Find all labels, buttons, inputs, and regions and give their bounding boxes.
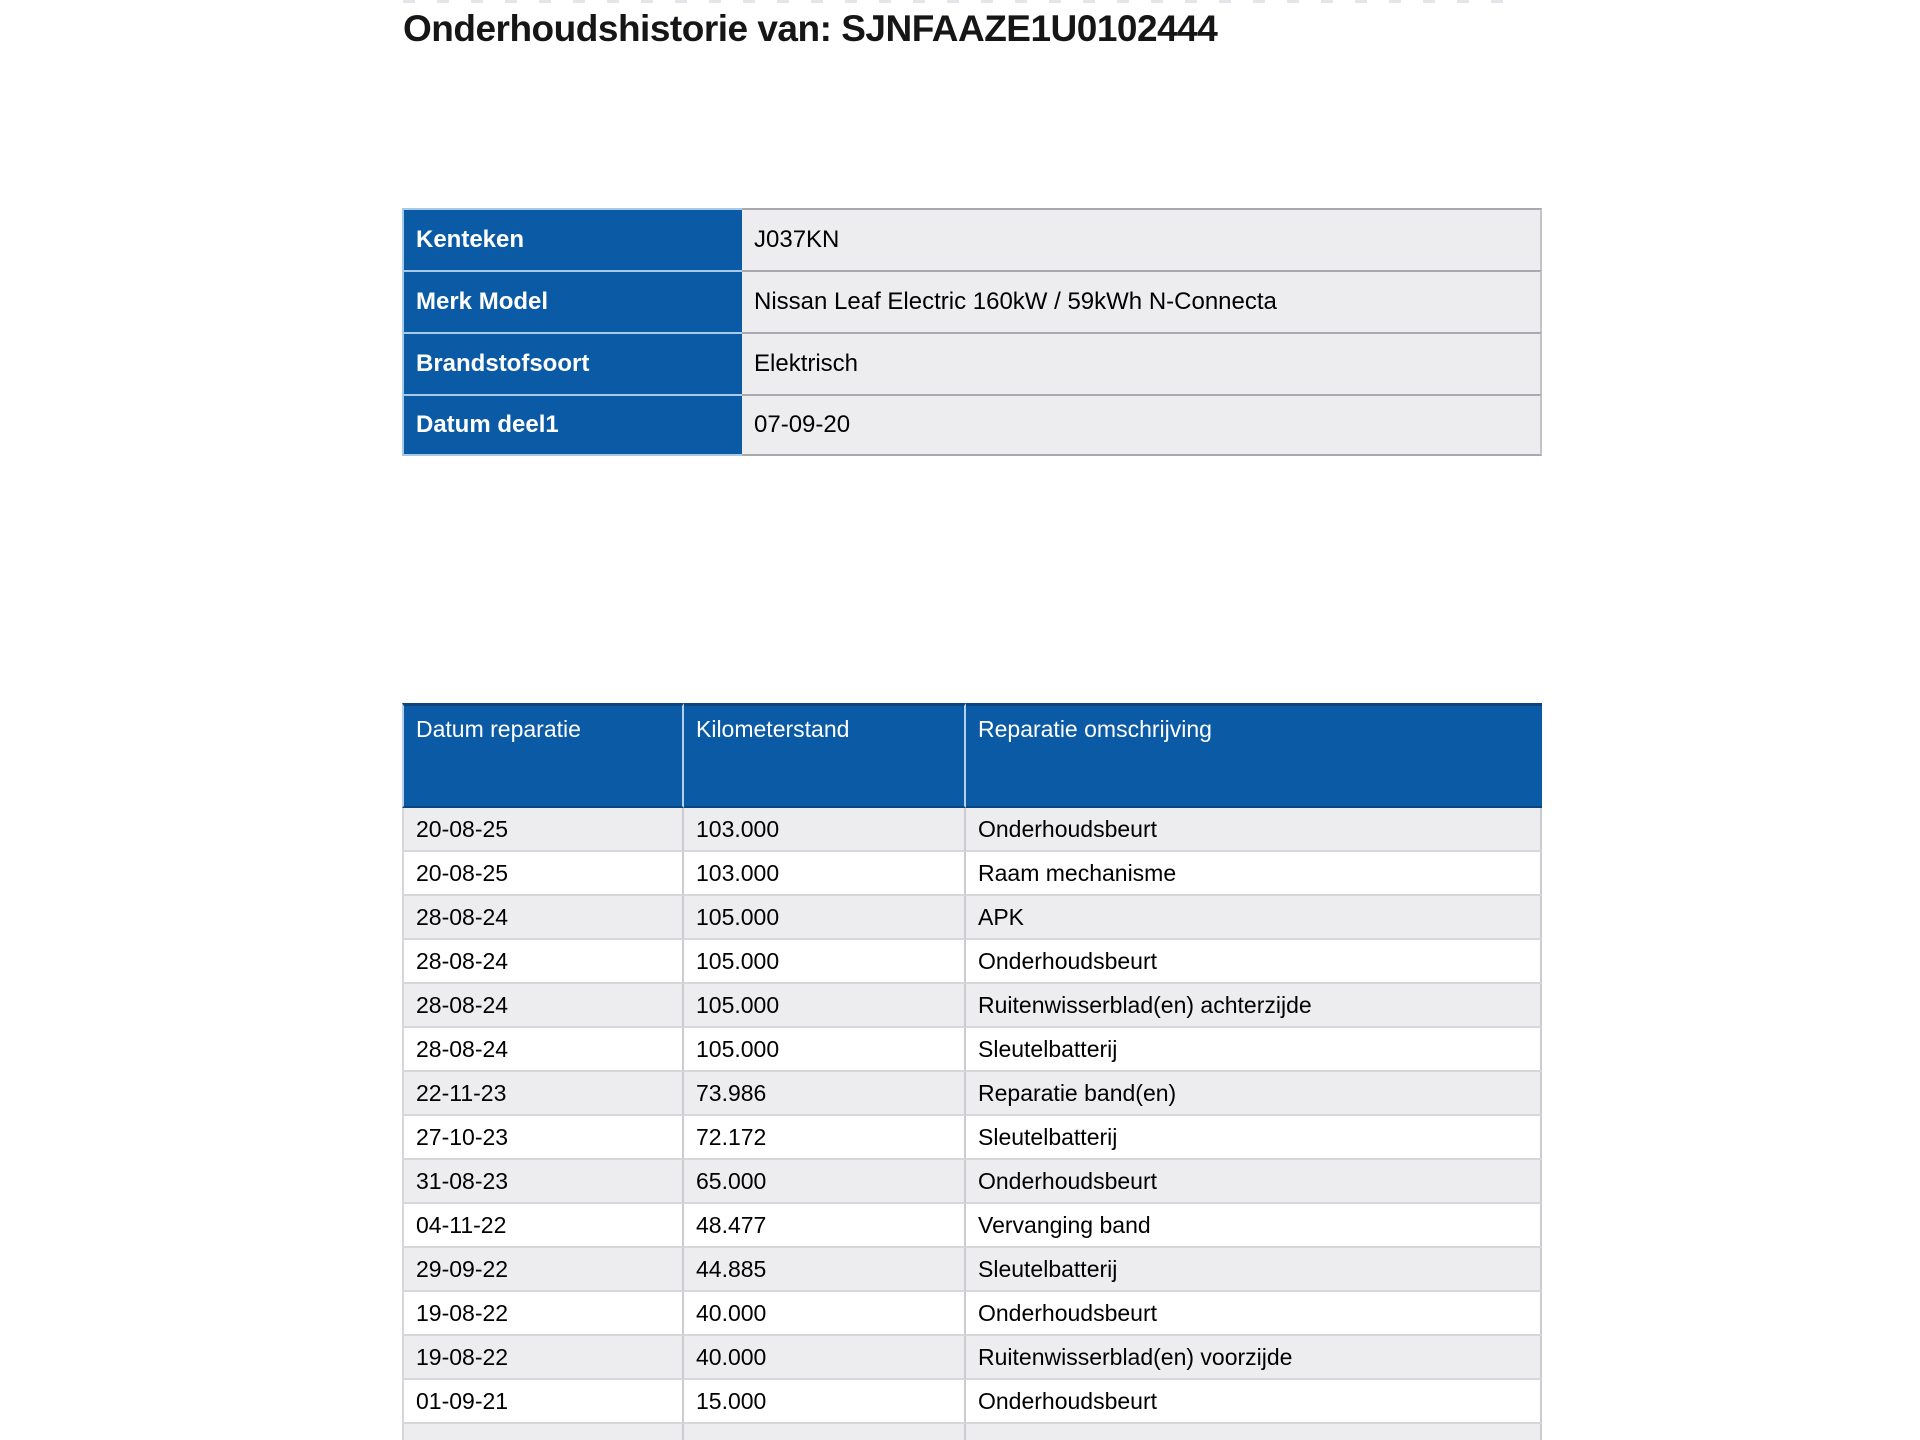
repair-description-cell: APK bbox=[966, 896, 1542, 940]
table-row bbox=[402, 1028, 1542, 1072]
odometer-cell: 40.000 bbox=[684, 1336, 966, 1380]
odometer-cell: 65.000 bbox=[684, 1160, 966, 1204]
odometer-cell: 105.000 bbox=[684, 1028, 966, 1072]
odometer-cell: 40.000 bbox=[684, 1292, 966, 1336]
history-body bbox=[402, 808, 1542, 1440]
page-title: Onderhoudshistorie van: SJNFAAZE1U0102444 bbox=[403, 8, 1218, 49]
table-row bbox=[402, 852, 1542, 896]
info-row bbox=[402, 270, 1542, 332]
empty-cell bbox=[684, 1424, 966, 1440]
repair-date-cell: 20-08-25 bbox=[402, 852, 684, 896]
repair-description-cell: Sleutelbatterij bbox=[966, 1248, 1542, 1292]
repair-date-cell: 01-09-21 bbox=[402, 1380, 684, 1424]
history-column-header: Datum reparatie bbox=[402, 703, 684, 808]
odometer-cell: 105.000 bbox=[684, 896, 966, 940]
repair-description-cell: Onderhoudsbeurt bbox=[966, 1160, 1542, 1204]
repair-description-cell: Ruitenwisserblad(en) voorzijde bbox=[966, 1336, 1542, 1380]
repair-description-cell: Sleutelbatterij bbox=[966, 1116, 1542, 1160]
info-label: Datum deel1 bbox=[402, 394, 742, 456]
history-header-row bbox=[402, 703, 1542, 808]
odometer-cell: 105.000 bbox=[684, 940, 966, 984]
info-value: J037KN bbox=[742, 208, 1542, 270]
repair-date-cell: 19-08-22 bbox=[402, 1336, 684, 1380]
info-label: Brandstofsoort bbox=[402, 332, 742, 394]
repair-description-cell: Onderhoudsbeurt bbox=[966, 1380, 1542, 1424]
table-row bbox=[402, 1292, 1542, 1336]
repair-date-cell: 28-08-24 bbox=[402, 984, 684, 1028]
repair-description-cell: Onderhoudsbeurt bbox=[966, 1292, 1542, 1336]
repair-date-cell: 28-08-24 bbox=[402, 896, 684, 940]
info-row bbox=[402, 394, 1542, 456]
table-row bbox=[402, 1248, 1542, 1292]
table-row bbox=[402, 1116, 1542, 1160]
history-column-header: Reparatie omschrijving bbox=[966, 703, 1542, 808]
odometer-cell: 103.000 bbox=[684, 852, 966, 896]
odometer-cell: 103.000 bbox=[684, 808, 966, 852]
info-label: Merk Model bbox=[402, 270, 742, 332]
table-row bbox=[402, 1336, 1542, 1380]
odometer-cell: 73.986 bbox=[684, 1072, 966, 1116]
repair-date-cell: 20-08-25 bbox=[402, 808, 684, 852]
table-row bbox=[402, 1204, 1542, 1248]
maintenance-history-table bbox=[402, 703, 1542, 1440]
odometer-cell: 105.000 bbox=[684, 984, 966, 1028]
table-row bbox=[402, 1072, 1542, 1116]
info-value: 07-09-20 bbox=[742, 394, 1542, 456]
history-column-header: Kilometerstand bbox=[684, 703, 966, 808]
table-row bbox=[402, 940, 1542, 984]
cropped-text-remnant bbox=[403, 0, 1503, 3]
repair-description-cell: Sleutelbatterij bbox=[966, 1028, 1542, 1072]
vehicle-info-table bbox=[402, 208, 1542, 456]
repair-date-cell: 28-08-24 bbox=[402, 940, 684, 984]
repair-description-cell: Vervanging band bbox=[966, 1204, 1542, 1248]
info-row bbox=[402, 208, 1542, 270]
info-value: Nissan Leaf Electric 160kW / 59kWh N-Connecta bbox=[742, 270, 1542, 332]
repair-date-cell: 19-08-22 bbox=[402, 1292, 684, 1336]
repair-date-cell: 31-08-23 bbox=[402, 1160, 684, 1204]
repair-date-cell: 29-09-22 bbox=[402, 1248, 684, 1292]
repair-description-cell: Reparatie band(en) bbox=[966, 1072, 1542, 1116]
odometer-cell: 48.477 bbox=[684, 1204, 966, 1248]
repair-date-cell: 28-08-24 bbox=[402, 1028, 684, 1072]
repair-description-cell: Ruitenwisserblad(en) achterzijde bbox=[966, 984, 1542, 1028]
table-row bbox=[402, 984, 1542, 1028]
empty-cell bbox=[966, 1424, 1542, 1440]
odometer-cell: 15.000 bbox=[684, 1380, 966, 1424]
info-label: Kenteken bbox=[402, 208, 742, 270]
info-row bbox=[402, 332, 1542, 394]
empty-cell bbox=[402, 1424, 684, 1440]
table-row bbox=[402, 1160, 1542, 1204]
repair-description-cell: Raam mechanisme bbox=[966, 852, 1542, 896]
repair-date-cell: 04-11-22 bbox=[402, 1204, 684, 1248]
repair-date-cell: 27-10-23 bbox=[402, 1116, 684, 1160]
table-row bbox=[402, 808, 1542, 852]
table-row bbox=[402, 896, 1542, 940]
vehicle-info-body bbox=[402, 208, 1542, 456]
info-value: Elektrisch bbox=[742, 332, 1542, 394]
odometer-cell: 44.885 bbox=[684, 1248, 966, 1292]
table-row-partial bbox=[402, 1424, 1542, 1440]
repair-date-cell: 22-11-23 bbox=[402, 1072, 684, 1116]
repair-description-cell: Onderhoudsbeurt bbox=[966, 808, 1542, 852]
repair-description-cell: Onderhoudsbeurt bbox=[966, 940, 1542, 984]
odometer-cell: 72.172 bbox=[684, 1116, 966, 1160]
table-row bbox=[402, 1380, 1542, 1424]
